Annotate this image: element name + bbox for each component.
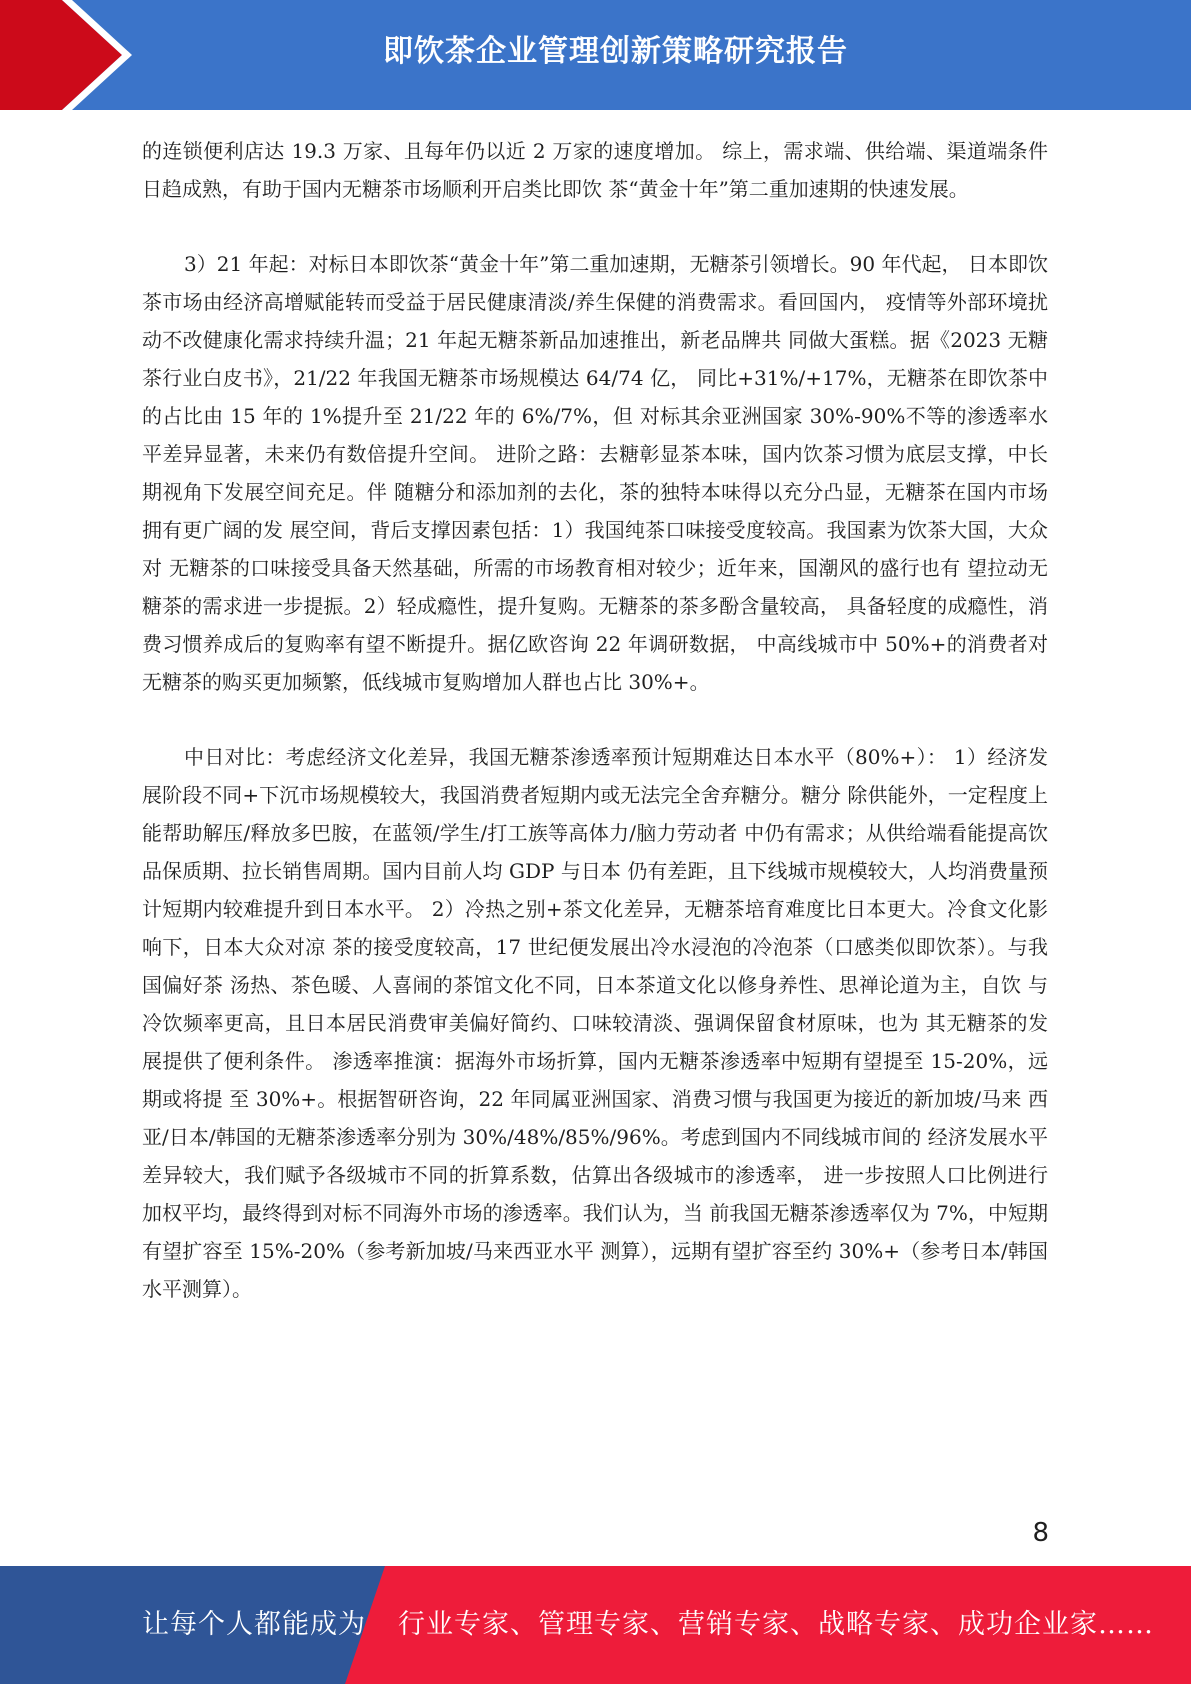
page-number: 8 [1032,1518,1049,1548]
paragraph-china-japan-comparison: 中日对比：考虑经济文化差异，我国无糖茶渗透率预计短期难达日本水平（80%+）： 1）经济发展阶段不同+下沉市场规模较大，我国消费者短期内或无法完全舍弃糖分。糖分 除供能外，一定程度上能帮助解压/释放多巴胺，在蓝领/学生/打工族等高体力/脑力劳动者 中仍有需求；从供给端看能提高饮品保质期、拉长销售周期。国内目前人均 GDP 与日本 仍有差距，且下线城市规模较大，人均消费量预计短期内较难提升到日本水平。 2）冷热之别+茶文化差异，无糖茶培育难度比日本更大。冷食文化影响下，日本大众对凉 茶的接受度较高，17 世纪便发展出冷水浸泡的冷泡茶（口感类似即饮茶）。与我国偏好茶 汤热、茶色暖、人喜闹的茶馆文化不同，日本茶道文化以修身养性、思禅论道为主，自饮 与冷饮频率更高，且日本居民消费审美偏好简约、口味较清淡、强调保留食材原味，也为 其无糖茶的发展提供了便利条件。 渗透率推演：据海外市场折算，国内无糖茶渗透率中短期有望提至 15-20%，远期或将提 至 30%+。根据智研咨询，22 年同属亚洲国家、消费习惯与我国更为接近的新加坡/马来 西亚/日本/韩国的无糖茶渗透率分别为 30%/48%/85%/96%。考虑到国内不同线城市间的 经济发展水平差异较大，我们赋予各级城市不同的折算系数，估算出各级城市的渗透率， 进一步按照人口比例进行加权平均，最终得到对标不同海外市场的渗透率。我们认为，当 前我国无糖茶渗透率仅为 7%，中短期有望扩容至 15%-20%（参考新加坡/马来西亚水平 测算），远期有望扩容至约 30%+（参考日本/韩国水平测算）。 [142,745,1048,1301]
paragraph-continuation: 的连锁便利店达 19.3 万家、且每年仍以近 2 万家的速度增加。 综上，需求端、供给端、渠道端条件日趋成熟，有助于国内无糖茶市场顺利开启类比即饮 茶“黄金十年”第二重加速期的快速发展。 [142,139,1048,201]
page-header [0,0,1191,110]
paragraph-sugar-free-tea-growth: 3）21 年起：对标日本即饮茶“黄金十年”第二重加速期，无糖茶引领增长。90 年代起， 日本即饮茶市场由经济高增赋能转而受益于居民健康清淡/养生保健的消费需求。看回国内， 疫情等外部环境扰动不改健康化需求持续升温；21 年起无糖茶新品加速推出，新老品牌共 同做大蛋糕。据《2023 无糖茶行业白皮书》，21/22 年我国无糖茶市场规模达 64/74 亿， 同比+31%/+17%，无糖茶在即饮茶中的占比由 15 年的 1%提升至 21/22 年的 6%/7%，但 对标其余亚洲国家 30%-90%不等的渗透率水平差异显著，未来仍有数倍提升空间。 进阶之路：去糖彰显茶本味，国内饮茶习惯为底层支撑，中长期视角下发展空间充足。伴 随糖分和添加剂的去化，茶的独特本味得以充分凸显，无糖茶在国内市场拥有更广阔的发 展空间，背后支撑因素包括：1）我国纯茶口味接受度较高。我国素为饮茶大国，大众对 无糖茶的口味接受具备天然基础，所需的市场教育相对较少；近年来，国潮风的盛行也有 望拉动无糖茶的需求进一步提振。2）轻成瘾性，提升复购。无糖茶的茶多酚含量较高， 具备轻度的成瘾性，消费习惯养成后的复购率有望不断提升。据亿欧咨询 22 年调研数据， 中高线城市中 50%+的消费者对无糖茶的购买更加频繁，低线城市复购增加人群也占比 30%+。 [142,252,1048,694]
page-footer [0,1566,1191,1684]
footer-slogan-left: 让每个人都能成为 [142,1609,366,1640]
footer-slogan-right: 行业专家、管理专家、营销专家、战略专家、成功企业家…… [398,1609,1154,1640]
report-title: 即饮茶企业管理创新策略研究报告 [383,34,848,69]
document-body [142,132,1048,1308]
